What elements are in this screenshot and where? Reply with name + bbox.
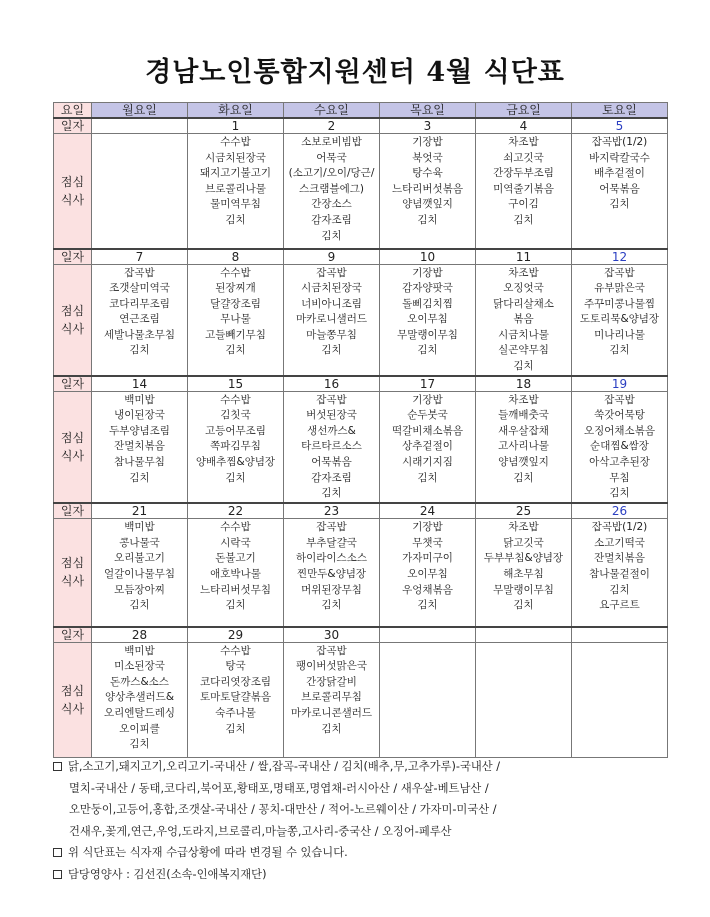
menu-item: 차조밥: [508, 521, 539, 534]
menu-item: 돈불고기: [215, 552, 256, 565]
menu-item: 볶음: [513, 313, 534, 326]
date-cell: 11: [476, 249, 572, 265]
menu-item: 하이라이스소스: [295, 552, 367, 565]
menu-item: 오리엔탈드레싱: [103, 707, 175, 720]
menu-cell: [380, 642, 476, 757]
menu-item: 참나물겉절이: [589, 567, 650, 580]
meal-row: [54, 134, 668, 249]
week-block: [54, 376, 668, 504]
menu-item: 세발나물초무침: [103, 328, 175, 341]
menu-cell: [380, 134, 476, 249]
menu-cell: [92, 391, 188, 503]
menu-item: 미소된장국: [114, 660, 165, 673]
menu-item: 기장밥: [412, 393, 443, 406]
meal-label-line: 식사: [60, 701, 85, 716]
menu-item: 시래기지짐: [402, 456, 453, 469]
menu-cell: [572, 391, 668, 503]
menu-item: 잡곡밥: [316, 393, 347, 406]
menu-item: 무나물: [220, 313, 251, 326]
menu-item: 참나물무침: [114, 456, 165, 469]
menu-table: [53, 102, 668, 758]
menu-cell: [284, 642, 380, 757]
menu-item: 미나리나물: [594, 328, 645, 341]
menu-item: 연근조림: [119, 313, 160, 326]
menu-item: 수수밥: [220, 266, 251, 279]
note-text: 위 식단표는 식자재 수급상황에 따라 변경될 수 있습니다.: [68, 846, 348, 859]
menu-item: 차조밥: [508, 136, 539, 148]
meal-label-line: 점심: [60, 430, 85, 445]
menu-item: 김치: [513, 599, 534, 612]
menu-item: 양념깻잎지: [498, 456, 549, 469]
menu-item: 브로콜리나물: [205, 182, 266, 195]
menu-item: 물미역무침: [210, 198, 261, 211]
menu-item: 바지락칼국수: [589, 151, 650, 164]
menu-item: 마카로니샐러드: [295, 313, 367, 326]
date-label: 일자: [54, 627, 92, 643]
weekday-header: 토요일: [572, 103, 668, 119]
menu-item: 김치: [321, 487, 342, 500]
menu-item: 고사리나물: [498, 440, 549, 453]
menu-item: 생선까스&: [307, 424, 356, 437]
menu-item: 양배추찜&양념장: [195, 456, 276, 469]
meal-label-line: 점심: [60, 303, 85, 318]
date-cell: 30: [284, 627, 380, 643]
note-line: 오만둥이,고등어,홍합,조갯살-국내산 / 꽁치-대만산 / 적어-노르웨이산 / 가자미-미국산 /: [69, 803, 497, 816]
checkbox-bullet-icon: [53, 762, 62, 771]
meal-label: [54, 519, 92, 627]
date-cell: 4: [476, 118, 572, 134]
menu-item: 김치: [129, 599, 150, 612]
date-cell: 24: [380, 503, 476, 519]
weekday-header: 목요일: [380, 103, 476, 119]
date-cell: 26: [572, 503, 668, 519]
menu-cell: [188, 391, 284, 503]
menu-item: 무말랭이무침: [493, 583, 554, 596]
menu-item: 구이김: [508, 198, 539, 211]
menu-item: 김치: [129, 344, 150, 357]
date-cell: 21: [92, 503, 188, 519]
menu-cell: [188, 642, 284, 757]
menu-item: 오이피클: [119, 722, 160, 735]
menu-item: 김치: [321, 229, 342, 242]
menu-item: 김치: [609, 344, 630, 357]
menu-item: 시금치나물: [498, 328, 549, 341]
menu-cell: [188, 134, 284, 249]
menu-item: 무말랭이무침: [397, 328, 458, 341]
note-line: 건새우,꽃게,연근,우엉,도라지,브로콜리,마늘쫑,고사리-중국산 / 오징어-페루산: [69, 824, 452, 838]
menu-item: 머위된장무침: [301, 583, 362, 596]
menu-item: 쪽파김무침: [210, 440, 261, 453]
menu-item: 느타리버섯볶음: [391, 182, 463, 195]
date-row: [54, 503, 668, 519]
menu-item: 된장찌개: [215, 282, 256, 295]
menu-cell: [572, 519, 668, 627]
meal-label-line: 점심: [60, 556, 85, 571]
menu-item: 요구르트: [599, 599, 640, 612]
menu-item: 고등어무조림: [205, 424, 266, 437]
menu-item: 무침: [609, 471, 630, 484]
menu-item: 김치: [225, 722, 246, 735]
menu-item: 잡곡밥: [124, 266, 155, 279]
menu-item: 순대찜&쌈장: [590, 440, 649, 453]
menu-item: 수수밥: [220, 644, 251, 657]
date-label: 일자: [54, 376, 92, 392]
menu-cell: [284, 519, 380, 627]
menu-item: 김치: [225, 599, 246, 612]
notes: [53, 756, 673, 885]
menu-item: 쇠고깃국: [503, 151, 544, 164]
note-line: 멸치-국내산 / 동태,코다리,북어포,황태포,명태포,명엽채-러시아산 / 새우살-베트남산 /: [69, 781, 489, 795]
date-row: [54, 376, 668, 392]
menu-item: 코다리무조림: [109, 297, 170, 310]
menu-cell: [188, 519, 284, 627]
menu-item: 김치: [129, 738, 150, 751]
page-title: 경남노인통합지원센터 4월 식단표: [145, 57, 565, 88]
date-cell: 14: [92, 376, 188, 392]
menu-item: 오징어채소볶음: [583, 424, 655, 437]
menu-item: 부추달걀국: [306, 536, 357, 549]
menu-item: 돼지고기불고기: [199, 167, 271, 180]
weekday-header-row: [54, 103, 668, 119]
menu-item: 조갯살미역국: [109, 282, 170, 295]
date-label: 일자: [54, 118, 92, 134]
menu-item: 아삭고추된장: [589, 456, 650, 469]
date-cell: 16: [284, 376, 380, 392]
menu-item: 도토리묵&양념장: [579, 313, 660, 326]
week-block: [54, 118, 668, 249]
menu-item: 백미밥: [124, 644, 155, 657]
menu-item: 김치: [321, 344, 342, 357]
date-label: 일자: [54, 249, 92, 265]
menu-item: 떡갈비채소볶음: [391, 424, 463, 437]
week-block: [54, 627, 668, 758]
menu-item: 순두붓국: [407, 409, 448, 422]
menu-cell: [380, 519, 476, 627]
date-label: 일자: [54, 503, 92, 519]
week-block: [54, 249, 668, 376]
menu-item: 김치: [609, 583, 630, 596]
menu-cell: [92, 519, 188, 627]
meal-row: [54, 264, 668, 376]
menu-item: 시락국: [220, 536, 251, 549]
menu-item: 타르타르소스: [301, 440, 362, 453]
menu-item: 마늘쫑무침: [306, 328, 357, 341]
menu-item: 김치: [417, 213, 438, 226]
menu-item: 김치: [225, 213, 246, 226]
menu-cell: [572, 134, 668, 249]
date-cell: 18: [476, 376, 572, 392]
menu-item: 소고기떡국: [594, 536, 645, 549]
menu-item: 잡곡밥(1/2): [591, 136, 648, 148]
menu-item: 마카로니콘샐러드: [290, 707, 373, 720]
menu-item: 간장두부조림: [493, 167, 554, 180]
menu-item: 시금치된장국: [205, 151, 266, 164]
date-cell: 23: [284, 503, 380, 519]
note-text: 닭,소고기,돼지고기,오리고기-국내산 / 쌀,잡곡-국내산 / 김치(배추,무,고추가루)-국내산 /: [68, 760, 501, 773]
menu-item: 김치: [609, 198, 630, 211]
date-cell: 19: [572, 376, 668, 392]
menu-item: 브로콜리무침: [301, 691, 362, 704]
date-row: [54, 627, 668, 643]
note-text: 담당영양사 : 김선진(소속-인애복지재단): [68, 867, 267, 881]
menu-item: 소보로비빔밥: [301, 136, 362, 148]
meal-label: [54, 264, 92, 376]
menu-item: 탕국: [225, 660, 246, 673]
menu-item: 우엉채볶음: [402, 583, 453, 596]
menu-item: 김치: [225, 344, 246, 357]
menu-item: 가자미구이: [402, 552, 453, 565]
note-line: [53, 864, 673, 886]
menu-item: 유부맑은국: [594, 282, 645, 295]
meal-label: [54, 134, 92, 249]
menu-item: 어묵볶음: [311, 456, 352, 469]
menu-cell: [476, 519, 572, 627]
menu-item: 김치: [417, 471, 438, 484]
date-cell: 25: [476, 503, 572, 519]
menu-cell: [476, 264, 572, 376]
weekday-header: 화요일: [188, 103, 284, 119]
date-cell: 10: [380, 249, 476, 265]
menu-cell: [92, 134, 188, 249]
menu-item: 돌삐김치찜: [402, 297, 453, 310]
date-cell: 7: [92, 249, 188, 265]
menu-item: 오이무침: [407, 313, 448, 326]
date-cell: 15: [188, 376, 284, 392]
menu-item: 감자조림: [311, 471, 352, 484]
menu-item: 잡곡밥: [316, 266, 347, 279]
menu-item: 잡곡밥: [604, 393, 635, 406]
menu-item: 스크램블에그): [299, 182, 364, 195]
menu-item: 느타리버섯무침: [199, 583, 271, 596]
menu-item: 김치: [513, 213, 534, 226]
menu-item: 수수밥: [220, 136, 251, 148]
menu-item: 배추겉절이: [594, 167, 645, 180]
menu-item: 숙주나물: [215, 707, 256, 720]
menu-item: 상추겉절이: [402, 440, 453, 453]
meal-row: [54, 391, 668, 503]
menu-cell: [380, 391, 476, 503]
checkbox-bullet-icon: [53, 848, 62, 857]
menu-item: 김치: [225, 471, 246, 484]
menu-cell: [92, 264, 188, 376]
menu-item: 북엇국: [412, 151, 443, 164]
menu-item: 수수밥: [220, 521, 251, 534]
menu-item: 찐만두&양념장: [296, 567, 367, 580]
menu-cell: [476, 391, 572, 503]
menu-item: 차조밥: [508, 393, 539, 406]
date-cell: 17: [380, 376, 476, 392]
menu-cell: [92, 642, 188, 757]
menu-cell: [572, 264, 668, 376]
menu-item: 토마토달걀볶음: [199, 691, 271, 704]
menu-cell: [572, 642, 668, 757]
week-block: [54, 503, 668, 627]
meal-label-line: 식사: [60, 192, 85, 207]
menu-cell: [284, 134, 380, 249]
menu-item: 김치: [513, 360, 534, 373]
date-cell: 3: [380, 118, 476, 134]
menu-item: (소고기/오이/당근/: [288, 167, 375, 180]
menu-item: 오이무침: [407, 567, 448, 580]
menu-cell: [476, 642, 572, 757]
menu-item: 두부양념조림: [109, 424, 170, 437]
menu-cell: [284, 264, 380, 376]
meal-label: [54, 642, 92, 757]
menu-item: 돈까스&소스: [110, 675, 169, 688]
meal-label-line: 식사: [60, 448, 85, 463]
menu-item: 감자조림: [311, 213, 352, 226]
checkbox-bullet-icon: [53, 870, 62, 879]
menu-item: 잡곡밥: [316, 521, 347, 534]
note-line: [53, 756, 673, 778]
menu-header: [54, 103, 668, 119]
meal-row: [54, 642, 668, 757]
menu-item: 잡곡밥: [604, 266, 635, 279]
menu-item: 김치: [129, 471, 150, 484]
menu-item: 기장밥: [412, 521, 443, 534]
menu-cell: [476, 134, 572, 249]
menu-item: 김치: [417, 344, 438, 357]
menu-item: 달걀장조림: [210, 297, 261, 310]
weekday-header: 월요일: [92, 103, 188, 119]
menu-item: 쑥갓어묵탕: [594, 409, 645, 422]
menu-item: 김치: [417, 599, 438, 612]
menu-item: 잡곡밥(1/2): [591, 521, 648, 534]
date-row: [54, 118, 668, 134]
weekday-header: 수요일: [284, 103, 380, 119]
note-line: [53, 842, 673, 864]
menu-item: 수수밥: [220, 393, 251, 406]
menu-item: 어묵볶음: [599, 182, 640, 195]
menu-item: 미역줄기볶음: [493, 182, 554, 195]
menu-item: 기장밥: [412, 266, 443, 279]
meal-label-line: 점심: [60, 683, 85, 698]
menu-cell: [284, 391, 380, 503]
menu-item: 김치: [321, 599, 342, 612]
menu-item: 닭고깃국: [503, 536, 544, 549]
menu-item: 오리불고기: [114, 552, 165, 565]
date-cell: 1: [188, 118, 284, 134]
menu-item: 김치: [513, 471, 534, 484]
menu-item: 오징엇국: [503, 282, 544, 295]
menu-item: 얼갈이나물무침: [103, 567, 175, 580]
meal-label-line: 식사: [60, 574, 85, 589]
date-cell: 5: [572, 118, 668, 134]
menu-item: 닭다리살채소: [493, 297, 554, 310]
menu-item: 고들빼기무침: [205, 328, 266, 341]
date-row: [54, 249, 668, 265]
menu-item: 양상추샐러드&: [104, 691, 175, 704]
menu-item: 백미밥: [124, 393, 155, 406]
weekday-header: 금요일: [476, 103, 572, 119]
menu-item: 김치: [321, 722, 342, 735]
date-cell: [92, 118, 188, 134]
menu-item: 어묵국: [316, 151, 347, 164]
menu-item: 시금치된장국: [301, 282, 362, 295]
date-cell: 29: [188, 627, 284, 643]
menu-item: 기장밥: [412, 136, 443, 148]
meal-label-line: 식사: [60, 321, 85, 336]
menu-item: 잡곡밥: [316, 644, 347, 657]
menu-item: 잔멸치볶음: [594, 552, 645, 565]
date-cell: 22: [188, 503, 284, 519]
date-cell: [476, 627, 572, 643]
day-label: 요일: [54, 103, 92, 119]
meal-row: [54, 519, 668, 627]
menu-item: 실곤약무침: [498, 344, 549, 357]
menu-item: 들깨배춧국: [498, 409, 549, 422]
menu-item: 양념깻잎지: [402, 198, 453, 211]
menu-item: 무챗국: [412, 536, 443, 549]
menu-item: 간장닭갈비: [306, 675, 357, 688]
menu-item: 너비아니조림: [301, 297, 362, 310]
menu-item: 버섯된장국: [306, 409, 357, 422]
menu-item: 콩나물국: [119, 536, 160, 549]
menu-cell: [188, 264, 284, 376]
menu-cell: [380, 264, 476, 376]
menu-item: 김치: [609, 487, 630, 500]
date-cell: 2: [284, 118, 380, 134]
menu-item: 김칫국: [220, 409, 251, 422]
menu-item: 감자양팟국: [402, 282, 453, 295]
date-cell: [380, 627, 476, 643]
menu-item: 백미밥: [124, 521, 155, 534]
menu-item: 두부부침&양념장: [483, 552, 564, 565]
menu-item: 주꾸미콩나물찜: [583, 297, 655, 310]
menu-item: 코다리엿장조림: [199, 675, 271, 688]
menu-item: 모듬장아찌: [114, 583, 165, 596]
menu-item: 탕수육: [412, 167, 443, 180]
date-cell: 9: [284, 249, 380, 265]
menu-item: 차조밥: [508, 266, 539, 279]
menu-item: 새우살잡채: [498, 424, 549, 437]
menu-item: 애호박나물: [210, 567, 261, 580]
meal-label: [54, 391, 92, 503]
menu-item: 해초무침: [503, 567, 544, 580]
menu-item: 냉이된장국: [114, 409, 165, 422]
date-cell: 8: [188, 249, 284, 265]
meal-label-line: 점심: [60, 174, 85, 189]
menu-item: 팽이버섯맑은국: [295, 660, 367, 673]
date-cell: 28: [92, 627, 188, 643]
date-cell: 12: [572, 249, 668, 265]
date-cell: [572, 627, 668, 643]
menu-item: 잔멸치볶음: [114, 440, 165, 453]
menu-item: 간장소스: [311, 198, 352, 211]
